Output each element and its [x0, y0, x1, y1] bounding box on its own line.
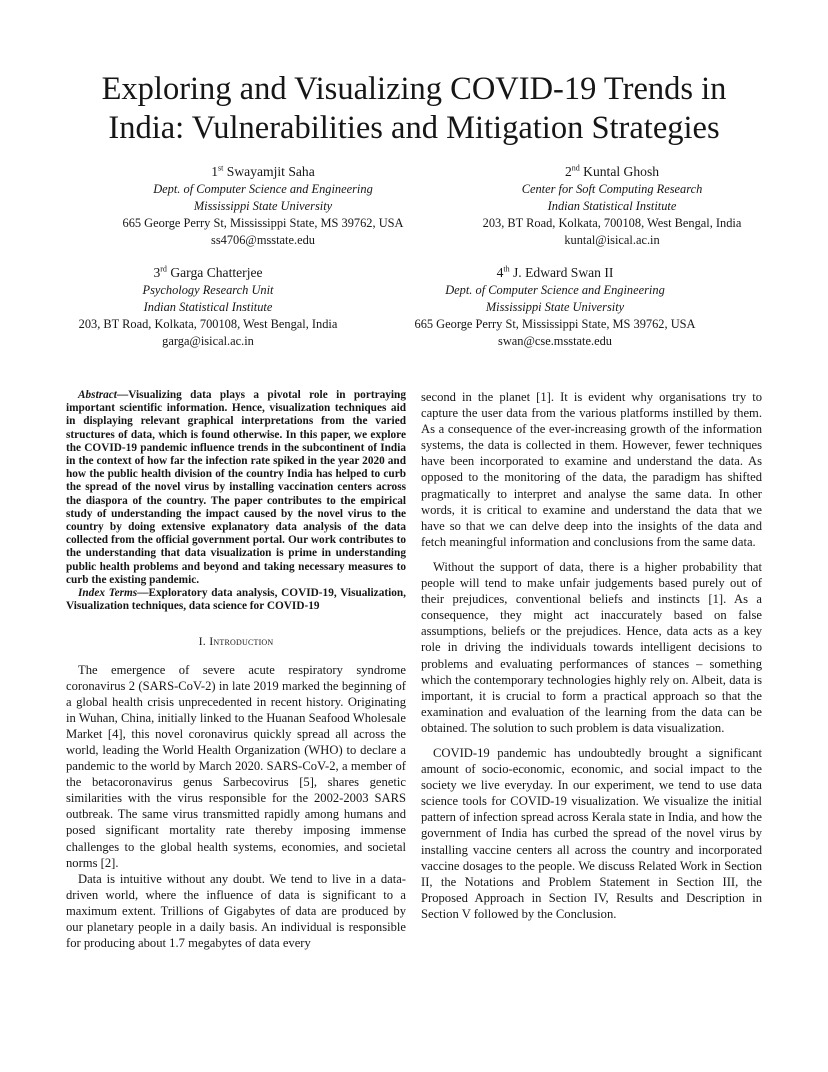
author-name	[398, 263, 712, 282]
author-ordinal-suffix: rd	[160, 264, 167, 274]
paragraph: second in the planet [1]. It is evident why organisations try to capture the user data from the various platforms instilled by them. As a consequence of the ever-increasing growth of the information systems, the data is collected in them. However, fewer techniques have been incorporated to examine and understand the data. As opposed to the monitoring of the data, the paradigm has shifted pragmatically to interpret and analyse the same data. In other words, it is critical to examine and understand the data that we have so that we can delve deep into the insights of the data and fetch meaningful information and conclusions from the same data.	[421, 390, 762, 549]
author-email: kuntal@isical.ac.in	[564, 233, 660, 247]
author-ordinal: 4	[496, 265, 504, 280]
author-institution: Indian Statistical Institute	[547, 199, 677, 213]
author-institution: Mississippi State University	[193, 199, 333, 213]
section-heading-introduction	[66, 633, 406, 649]
section-title: Introduction	[209, 634, 274, 649]
author-address: 203, BT Road, Kolkata, 700108, West Bengal, India	[482, 216, 742, 230]
author-name	[462, 162, 762, 181]
author-ordinal: 3	[153, 265, 161, 280]
author-dept: Center for Soft Computing Research	[521, 182, 703, 196]
abstract-label: Abstract	[78, 389, 117, 401]
author-block-3	[58, 263, 358, 350]
author-ordinal-suffix: th	[503, 264, 510, 274]
author-block-2	[462, 162, 762, 249]
author-dept: Dept. of Computer Science and Engineering	[153, 182, 373, 196]
author-name	[58, 263, 358, 282]
author-ordinal-suffix: nd	[571, 163, 580, 173]
paper-title	[0, 70, 828, 148]
paragraph: Data is intuitive without any doubt. We tend to live in a data-driven world, where the influence of data is significant to a maximum extent. Trillions of Gigabytes of data are produced by our planetary people in a daily basis. An individual is responsible for producing about 1.7 megabytes of data every	[66, 871, 406, 951]
paragraph: Without the support of data, there is a higher probability that people will tend to make unfair judgements based purely out of their prejudices, conventional beliefs and instincts [1]. As a consequence, they might act inaccurately based on false assumptions, beliefs or the prejudices. Hence, data acts as a key role in driving the individuals towards intelligent decisions to problems and evaluating performances of stances – something which the contemporary technologies highly rely on. Albeit, data is important, it is crucial to form a practical approach so that the examination and evaluation of the learning from the data can be obtained. The solution to such problem is data visualization.	[421, 559, 762, 735]
author-block-1	[108, 162, 418, 249]
author-name-text: Kuntal Ghosh	[583, 164, 660, 179]
author-email: ss4706@msstate.edu	[211, 233, 315, 247]
author-ordinal: 1	[211, 164, 219, 179]
index-terms	[66, 587, 406, 613]
abstract-text: —Visualizing data plays a pivotal role in portraying important scientific information. Hence, visualization techniques aid in displaying relevant graphical interpretations from the varied structures of data, which is found otherwise. In this paper, we explore the COVID-19 pandemic influence trends in the subcontinent of India in the context of how far the infection rate spiked in the year 2020 and how the public health division of the country India has helped to curb the spread of the novel virus by installing vaccination centers across the diaspora of the country. The paper contributes to the empirical study of understanding the impact caused by the novel virus to the country by doing extensive explanatory data analysis of the data collected from the official government portal. Our work contributes to the understanding that data visualization is prime in understanding public health problems and beyond and taking necessary measures to curb the existing pandemic.	[66, 389, 406, 586]
author-ordinal: 2	[564, 164, 572, 179]
author-email: garga@isical.ac.in	[162, 334, 254, 348]
author-address: 203, BT Road, Kolkata, 700108, West Bengal, India	[78, 317, 338, 331]
abstract	[66, 389, 406, 587]
author-name	[108, 162, 418, 181]
author-institution: Mississippi State University	[485, 300, 625, 314]
paragraph: The emergence of severe acute respiratory syndrome coronavirus 2 (SARS-CoV-2) in late 2019 marked the beginning of a global health crisis unprecedented in recent history. Originating in Wuhan, China, initially linked to the Huanan Seafood Wholesale Market [4], this novel coronavirus quickly spread all across the world, leading the World Health Organization (WHO) to declare a pandemic to the world by March 2020. SARS-CoV-2, a member of the betacoronavirus genus Sarbecovirus [5], shares genetic similarities with the virus responsible for the 2002-2003 SARS outbreak. The same virus transmitted rapidly among humans and posed significant mortality rate thereby imposing immense challenges to the global health systems, economies, and societal norms [2].	[66, 662, 406, 870]
paragraph: COVID-19 pandemic has undoubtedly brought a significant amount of socio-economic, economic, and social impact to the society we live everyday. In our experiment, we tend to use data science tools for COVID-19 visualization. We visualize the initial pattern of infection spread across Kerala state in India, and how the government of India has curbed the spread of the novel virus by installing vaccine centers all across the country and incorporated vaccine dosages to the people. We discuss Related Work in Section II, the Notations and Problem Statement in Section III, the Proposed Approach in Section IV, Results and Description in Section V followed by the Conclusion.	[421, 745, 762, 921]
left-column	[66, 389, 406, 951]
author-email: swan@cse.msstate.edu	[498, 334, 612, 348]
right-column	[421, 389, 762, 931]
author-address: 665 George Perry St, Mississippi State, MS 39762, USA	[414, 317, 696, 331]
author-block-4	[398, 263, 712, 350]
author-address: 665 George Perry St, Mississippi State, MS 39762, USA	[122, 216, 404, 230]
paper-title-line-2: India: Vulnerabilities and Mitigation Strategies	[108, 110, 720, 146]
author-name-text: Garga Chatterjee	[170, 265, 263, 280]
author-institution: Indian Statistical Institute	[143, 300, 273, 314]
index-terms-text: —Exploratory data analysis, COVID-19, Visualization, Visualization techniques, data science for COVID-19	[66, 587, 406, 613]
paper-title-line-1: Exploring and Visualizing COVID-19 Trends in	[101, 71, 727, 107]
author-name-text: J. Edward Swan II	[513, 265, 614, 280]
author-ordinal-suffix: st	[218, 163, 224, 173]
author-name-text: Swayamjit Saha	[226, 164, 315, 179]
author-dept: Dept. of Computer Science and Engineering	[445, 283, 665, 297]
section-number: I.	[198, 634, 207, 649]
index-terms-label: Index Terms	[78, 587, 138, 600]
author-dept: Psychology Research Unit	[142, 283, 274, 297]
